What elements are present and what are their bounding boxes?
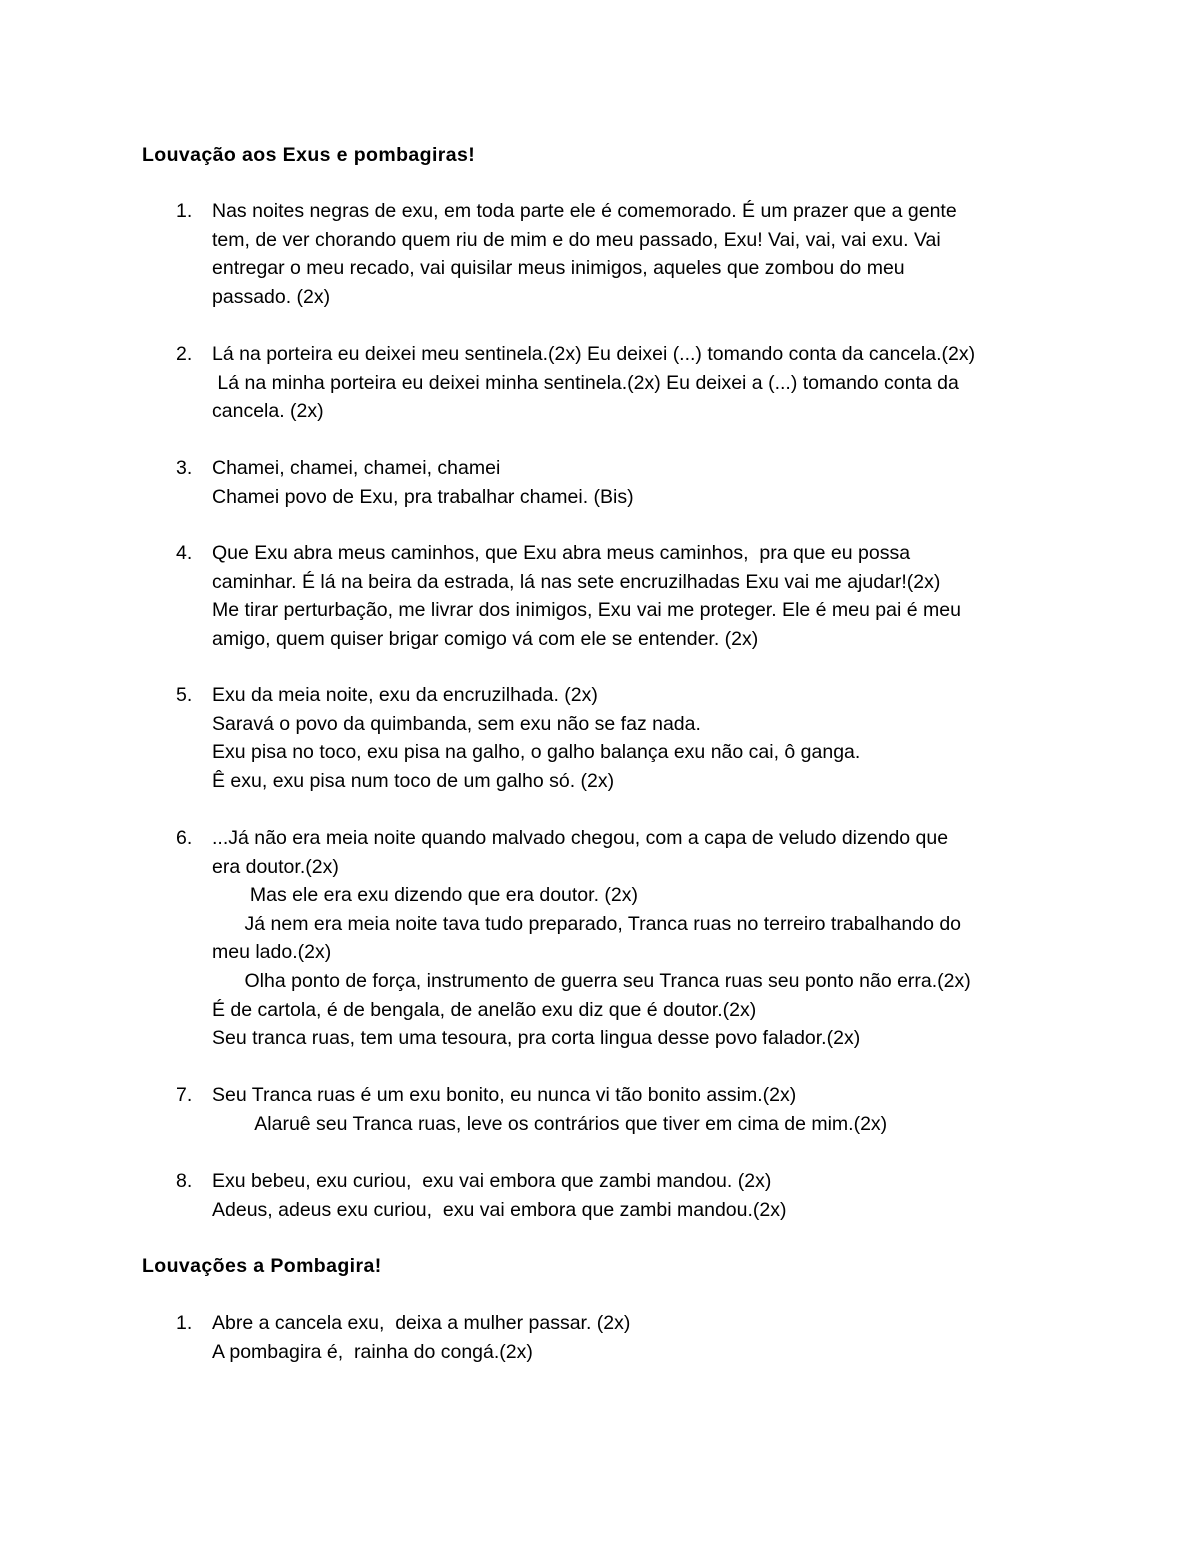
song-line: Abre a cancela exu, deixa a mulher passar. (2x)	[212, 1312, 631, 1334]
song-line: Lá na minha porteira eu deixei minha sentinela.(2x) Eu deixei a (...) tomando conta da	[212, 371, 959, 394]
song-line: passado. (2x)	[212, 285, 331, 308]
song-line: Exu pisa no toco, exu pisa na galho, o galho balança exu não cai, ô ganga.	[212, 741, 861, 764]
song-line: Chamei, chamei, chamei, chamei	[212, 457, 501, 479]
song-line: Alaruê seu Tranca ruas, leve os contrários que tiver em cima de mim.(2x)	[212, 1112, 888, 1135]
song-line: Adeus, adeus exu curiou, exu vai embora que zambi mandou.(2x)	[212, 1198, 787, 1221]
song-line: Nas noites negras de exu, em toda parte ele é comemorado. É um prazer que a gente	[212, 200, 957, 222]
song-line: ...Já não era meia noite quando malvado chegou, com a capa de veludo dizendo que	[212, 827, 949, 849]
song-line: A pombagira é, rainha do congá.(2x)	[212, 1340, 533, 1363]
section-title-pombagira: Louvações a Pombagira!	[142, 1255, 382, 1277]
song-lines	[212, 681, 1072, 795]
song-line: Seu Tranca ruas é um exu bonito, eu nunca vi tão bonito assim.(2x)	[212, 1084, 797, 1106]
song-lines	[212, 340, 1072, 426]
song-lines	[212, 1167, 1072, 1224]
song-line: cancela. (2x)	[212, 400, 324, 423]
song-lines	[212, 1081, 1072, 1138]
song-line: Ê exu, exu pisa num toco de um galho só. (2x)	[212, 769, 615, 792]
song-number: 5.	[176, 684, 193, 706]
song-lines	[212, 824, 1072, 1053]
song-number: 4.	[176, 542, 193, 564]
song-line: Chamei povo de Exu, pra trabalhar chamei. (Bis)	[212, 485, 634, 508]
song-line: Já nem era meia noite tava tudo preparado, Tranca ruas no terreiro trabalhando do	[212, 912, 962, 935]
song-number: 7.	[176, 1084, 193, 1106]
song-lines	[212, 539, 1072, 653]
song-line: Olha ponto de força, instrumento de guerra seu Tranca ruas seu ponto não erra.(2x)	[212, 969, 971, 992]
song-number: 2.	[176, 343, 193, 365]
song-line: era doutor.(2x)	[212, 855, 339, 878]
song-line: Me tirar perturbação, me livrar dos inimigos, Exu vai me proteger. Ele é meu pai é meu	[212, 599, 961, 622]
song-line: amigo, quem quiser brigar comigo vá com ele se entender. (2x)	[212, 627, 759, 650]
song-line: É de cartola, é de bengala, de anelão exu diz que é doutor.(2x)	[212, 998, 757, 1021]
song-number: 8.	[176, 1170, 193, 1192]
song-number: 1.	[176, 1312, 193, 1334]
song-line: entregar o meu recado, vai quisilar meus inimigos, aqueles que zombou do meu	[212, 257, 905, 280]
song-lines	[212, 1309, 1072, 1366]
section-title-exus: Louvação aos Exus e pombagiras!	[142, 144, 476, 166]
song-number: 3.	[176, 457, 193, 479]
song-line: tem, de ver chorando quem riu de mim e do meu passado, Exu! Vai, vai, vai exu. Vai	[212, 228, 941, 251]
song-number: 6.	[176, 827, 193, 849]
song-line: Exu da meia noite, exu da encruzilhada. (2x)	[212, 684, 598, 706]
song-line: meu lado.(2x)	[212, 941, 332, 964]
song-line: Saravá o povo da quimbanda, sem exu não se faz nada.	[212, 712, 701, 735]
song-line: caminhar. É lá na beira da estrada, lá nas sete encruzilhadas Exu vai me ajudar!(2x)	[212, 570, 941, 593]
song-line: Lá na porteira eu deixei meu sentinela.(2x) Eu deixei (...) tomando conta da cancela.(2x)	[212, 343, 976, 365]
song-line: Exu bebeu, exu curiou, exu vai embora que zambi mandou. (2x)	[212, 1170, 772, 1192]
song-lines	[212, 454, 1072, 511]
song-line: Que Exu abra meus caminhos, que Exu abra meus caminhos, pra que eu possa	[212, 542, 911, 564]
song-line: Seu tranca ruas, tem uma tesoura, pra corta lingua desse povo falador.(2x)	[212, 1027, 861, 1050]
song-number: 1.	[176, 200, 193, 222]
song-line: Mas ele era exu dizendo que era doutor. (2x)	[212, 884, 638, 907]
song-lines	[212, 197, 1072, 311]
